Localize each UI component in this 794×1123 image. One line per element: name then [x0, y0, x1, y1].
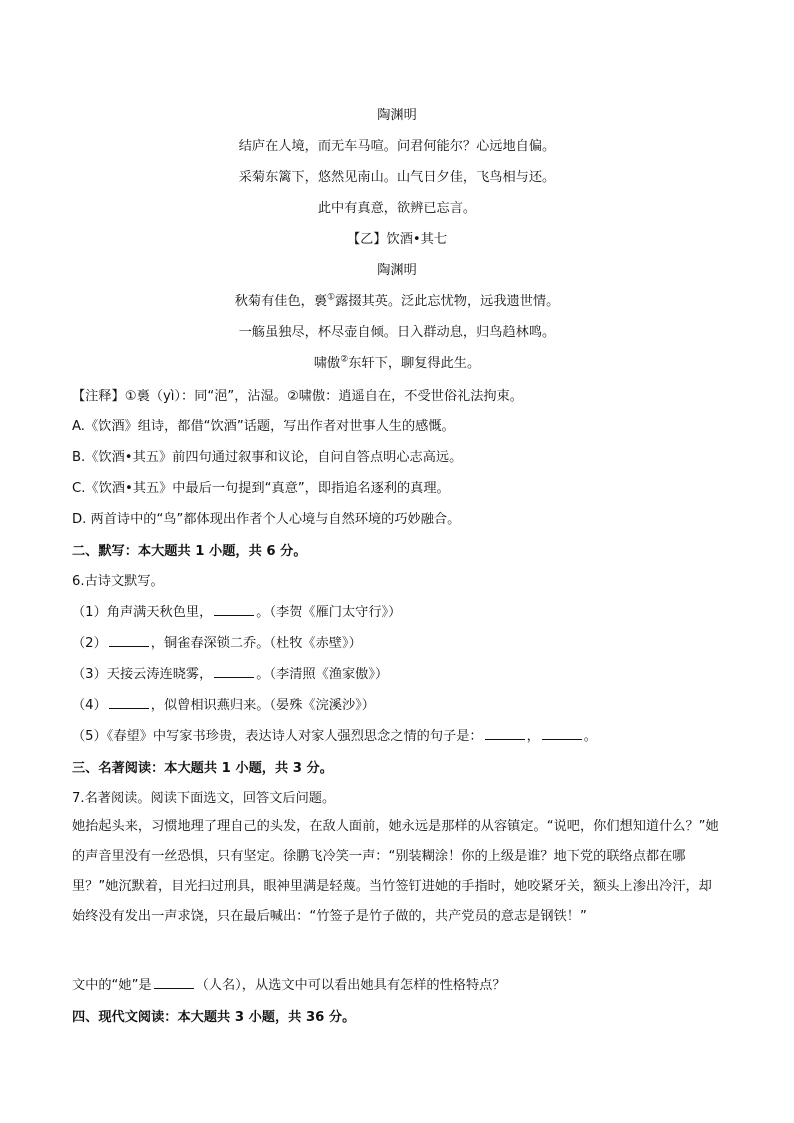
answer-blank[interactable]	[109, 634, 149, 647]
annotation-mark-2: ②	[340, 354, 349, 365]
section-2-heading: 二、默写：本大题共 1 小题，共 6 分。	[72, 544, 307, 559]
q7-question-rest: （人名），从选文中可以看出她具有怎样的性格特点？	[195, 978, 506, 993]
poem-b-line-1-part-b: 露掇其英。泛此忘忧物，远我遗世情。	[335, 294, 560, 309]
q6-item-1	[72, 601, 722, 620]
answer-blank[interactable]	[109, 696, 149, 709]
annotation-mark-1: ①	[327, 292, 336, 303]
q6-item-1-text: （1）角声满天秋色里，	[72, 605, 213, 620]
option-b: B.《饮酒•其五》前四句通过叙事和议论，自问自答点明心志高远。	[72, 450, 463, 465]
option-c: C.《饮酒•其五》中最后一句提到“真意”，即指追名逐利的真理。	[72, 481, 450, 496]
poem-b-author: 陶渊明	[377, 263, 417, 278]
q6-item-5-end: 。	[583, 729, 597, 744]
answer-blank[interactable]	[214, 665, 254, 678]
q6-item-4-text: ，似曾相识燕归来。（晏殊《浣溪沙》）	[150, 698, 375, 713]
q6-item-5-text: （5）《春望》中写家书珍贵，表达诗人对家人强烈思念之情的句子是：	[72, 729, 483, 744]
q6-item-2	[72, 632, 722, 651]
poem-b-title: 【乙】饮酒•其七	[346, 232, 448, 247]
poem-b-line-1-part-a: 秋菊有佳色，裛	[234, 294, 328, 309]
q6-title: 6.古诗文默写。	[72, 574, 164, 589]
option-d: D. 两首诗中的“鸟”都体现出作者个人心境与自然环境的巧妙融合。	[72, 512, 461, 527]
answer-blank[interactable]	[542, 727, 582, 740]
poem-b-line-2: 一觞虽独尽，杯尽壶自倾。日入群动息，归鸟趋林鸣。	[238, 325, 556, 340]
option-a: A.《饮酒》组诗，都借“饮酒”话题，写出作者对世事人生的感慨。	[72, 419, 455, 434]
answer-blank[interactable]	[154, 976, 194, 989]
q6-item-4	[72, 694, 722, 713]
poem-b-line-3-part-a: 啸傲	[313, 356, 341, 371]
annotation-note: 【注释】①裛（yì）：同“浥”，沾湿。②啸傲：逍遥自在，不受世俗礼法拘束。	[72, 389, 523, 404]
q6-item-3-text: （3）天接云涛连晓雾，	[72, 667, 213, 682]
section-4-heading: 四、现代文阅读：本大题共 3 小题，共 36 分。	[72, 1010, 356, 1025]
q6-item-2-text: ，铜雀春深锁二乔。（杜牧《赤壁》）	[150, 636, 362, 651]
answer-blank[interactable]	[214, 603, 254, 616]
poem-b-line-1	[0, 290, 794, 309]
q6-item-3-source: 。（李清照《渔家傲》）	[256, 667, 389, 682]
poem-b-line-3-part-b: 东轩下，聊复得此生。	[348, 356, 481, 371]
q7-question	[72, 974, 722, 993]
poem-a-line-1: 结庐在人境，而无车马喧。问君何能尔？心远地自偏。	[238, 139, 556, 154]
q6-item-2-num: （2）	[72, 636, 107, 651]
q6-item-5-sep: ，	[526, 729, 540, 744]
poem-a-line-3: 此中有真意，欲辨已忘言。	[317, 201, 477, 216]
q6-item-3	[72, 663, 722, 682]
section-3-heading: 三、名著阅读：本大题共 1 小题，共 3 分。	[72, 761, 333, 776]
q7-title: 7.名著阅读。阅读下面选文，回答文后问题。	[72, 791, 336, 806]
answer-blank[interactable]	[485, 727, 525, 740]
poem-a-author: 陶渊明	[377, 108, 417, 123]
q6-item-4-num: （4）	[72, 698, 107, 713]
poem-b-line-3	[0, 352, 794, 371]
q6-item-5	[72, 725, 722, 744]
poem-a-line-2: 采菊东篱下，悠然见南山。山气日夕佳，飞鸟相与还。	[238, 170, 556, 185]
q7-question-text: 文中的“她”是	[72, 978, 152, 993]
q6-item-1-source: 。（李贺《雁门太守行》）	[256, 605, 402, 620]
q7-passage: 她抬起头来，习惯地理了理自己的头发，在敌人面前，她永远是那样的从容镇定。“说吧，你们想知道什么？”她的声音里没有一丝恐惧，只有坚定。徐鹏飞冷笑一声：“别装糊涂！你的上级是谁？地下党的联络点都在哪里？”她沉默着，目光扫过刑具，眼神里满是轻蔑。当竹签钉进她的手指时，她咬紧牙关，额头上渗出冷汗，却始终没有发出一声求饶，只在最后喊出：“竹签子是竹子做的，共产党员的意志是钢铁！”	[72, 819, 719, 924]
